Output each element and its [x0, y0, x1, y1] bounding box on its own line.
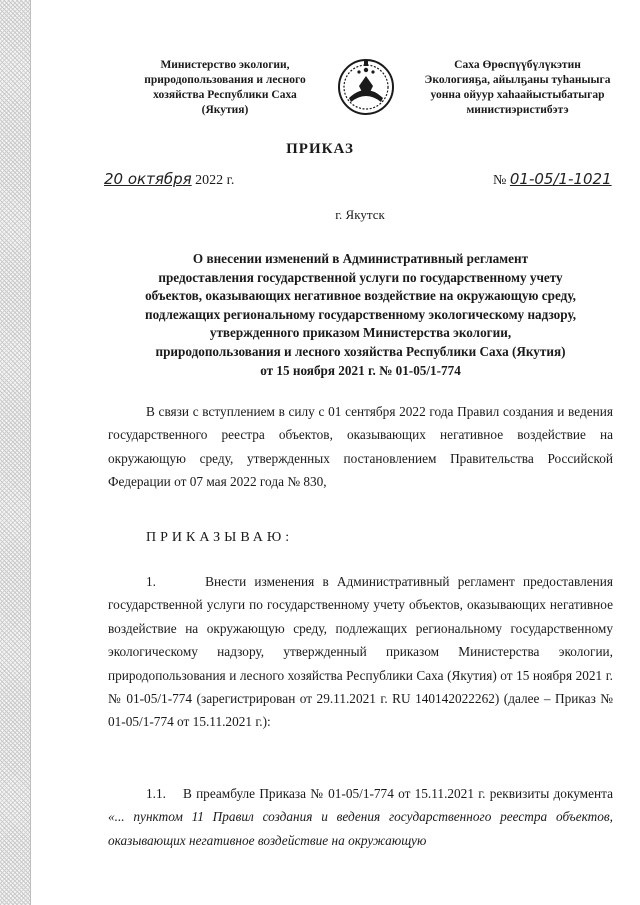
item-1-1-text: В преамбуле Приказа № 01-05/1-774 от 15.11.2021 г. реквизиты документа	[182, 786, 613, 801]
subject-line: природопользования и лесного хозяйства Республики Саха (Якутия)	[155, 343, 566, 359]
date-year: 2022 г.	[195, 173, 235, 188]
subject-line: от 15 ноября 2021 г. № 01-05/1-774	[260, 362, 461, 378]
ministry-name-line: природопользования и лесного	[144, 74, 306, 86]
item-1-number: 1.	[146, 574, 156, 589]
ministry-name-line: министиэристибэтэ	[466, 104, 569, 116]
ministry-name-line: Экологияҕа, айылҕаны туһаныыга	[424, 74, 611, 86]
item-1-1-quote: «... пунктом 11 Правил создания и ведения государственного реестра объектов, оказывающих негативное воздействие на окружающую	[108, 809, 613, 848]
city: г. Якутск	[335, 207, 385, 222]
order-date	[104, 170, 234, 189]
subject-line: предоставления государственной услуги по государственному учету	[158, 269, 563, 285]
yakutia-coat-of-arms-icon	[337, 56, 395, 116]
number-sign: №	[493, 173, 507, 188]
ministry-name-russian	[125, 58, 325, 118]
scan-edge-line	[30, 0, 31, 905]
ministry-name-line: хозяйства Республики Саха	[153, 89, 297, 101]
ministry-name-yakut	[415, 58, 620, 118]
item-1-1-number: 1.1.	[146, 786, 166, 801]
ministry-name-line: Саха Өрөспүүбүлүкэтин	[454, 59, 581, 71]
item-1-1-paragraph	[108, 782, 613, 852]
order-subject	[108, 250, 613, 380]
order-number	[493, 170, 612, 189]
handwritten-number: 01-05/1-1021	[509, 170, 612, 188]
ministry-name-line: Министерство экологии,	[160, 59, 290, 71]
ministry-name-line: уонна ойуур хаһаайыстыбатыгар	[430, 89, 605, 101]
handwritten-date: 20 октября	[104, 170, 192, 188]
preamble-text: В связи с вступлением в силу с 01 сентября 2022 года Правил создания и ведения государственного реестра объектов, оказывающих негативное воздействие на окружающую среду, утвержденных постановлением Правительства Российской Федерации от 07 мая 2022 года № 830,	[108, 404, 613, 490]
document-title: ПРИКАЗ	[286, 141, 354, 157]
preamble-paragraph	[108, 400, 613, 494]
item-1-text: Внести изменения в Административный регламент предоставления государственной услуги по государственному учету объектов, оказывающих негативное воздействие на окружающую среду, подлежащих региональному государственному экологическому надзору, утвержденный приказом Министерства экологии, природопользования и лесного хозяйства Республики Саха (Якутия) от 15 ноября 2021 г. № 01-05/1-774 (зарегистрирован от 29.11.2021 г. RU 140142022262) (далее – Приказ № 01-05/1-774 от 15.11.2021 г.):	[108, 574, 614, 730]
subject-line: подлежащих региональному государственному экологическому надзору,	[144, 306, 577, 322]
subject-line: объектов, оказывающих негативное воздействие на окружающую среду,	[145, 288, 576, 304]
item-1-paragraph	[108, 570, 613, 734]
orders-heading: ПРИКАЗЫВАЮ:	[146, 530, 294, 545]
ministry-name-line: (Якутия)	[201, 104, 249, 116]
subject-line: утвержденного приказом Министерства экологии,	[209, 325, 512, 341]
subject-line: О внесении изменений в Административный регламент	[192, 251, 529, 266]
scan-edge-artifact	[0, 0, 30, 905]
